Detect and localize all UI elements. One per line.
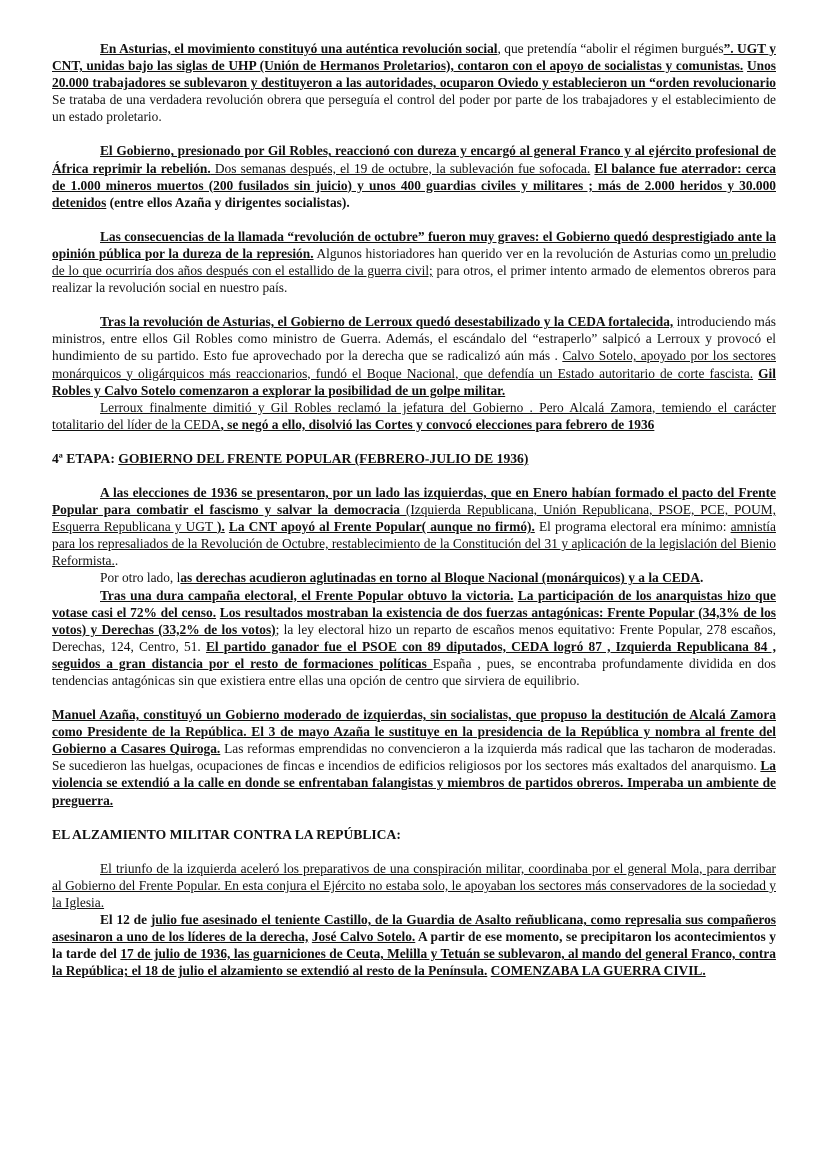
text-run: A las elecciones de 1936 se presentaron, por un lado las izquierdas, que en Enero habían formado el pacto del Frente Popular para combatir el fascismo y salvar la democracia: [52, 484, 776, 518]
text-run: Las consecuencias de la llamada “revolución de octubre” fueron muy graves: el Gobierno quedó desprestigiado ante la opinión pública por la dureza de la represión.: [52, 228, 776, 261]
text-run: Unos 20.000 trabajadores se sublevaron y destituyeron a las autoridades, ocuparon Oviedo y establecieron un “orden revolucionario: [52, 58, 776, 91]
text-run: En Asturias, el movimiento constituyó una auténtica revolución social: [100, 41, 498, 56]
text-run: Dos semanas después, el 19 de octubre, la sublevación fue sofocada.: [210, 160, 591, 176]
text-run: El triunfo de la izquierda aceleró los preparativos de una conspiración militar, coordinaba por el general Mola, para derribar al Gobierno del Frente Popular. En esta conjura el Ejército no estaba solo, le apoyaban los sectores más conservadores de la sociedad y la Iglesia.: [52, 860, 776, 910]
text-run: A partir de ese momento, se precipitaron los acontecimientos y la tarde del: [52, 929, 776, 962]
spacer: [52, 809, 776, 826]
text-run: Algunos historiadores han querido ver en la revolución de Asturias como: [313, 245, 715, 261]
text-run: , se negó a ello, disolvió las Cortes y convocó elecciones para febrero de 1936: [220, 416, 655, 432]
paragraph-repression: [52, 142, 776, 210]
stage-title: GOBIERNO DEL FRENTE POPULAR (FEBRERO-JULIO DE 1936): [118, 450, 529, 466]
text-run: El 12 de: [100, 912, 151, 928]
text-run: Tras la revolución de Asturias, el Gobierno de Lerroux quedó desestabilizado y la CEDA fortalecida,: [100, 314, 674, 330]
paragraph-asturias-revolution: [52, 40, 776, 125]
paragraph-elections-called: [52, 399, 776, 433]
section-heading: EL ALZAMIENTO MILITAR CONTRA LA REPÚBLICA:: [52, 826, 401, 842]
spacer: [52, 689, 776, 706]
text-run: un preludio de lo que ocurriría dos años después con el estallido de la guerra civil;: [52, 245, 776, 279]
spacer: [52, 843, 776, 860]
paragraph-right-wing: [52, 569, 776, 586]
text-run: .: [700, 570, 704, 586]
spacer: [52, 467, 776, 484]
text-run: (Izquierda Republicana, Unión Republicana, PSOE, PCE, POUM, Esquerra Republicana y UGT: [52, 502, 777, 535]
text-run: España , pues, se encontraba profundamente dividida en dos tendencias antagónicas sin que existiera entre ellas una opción de centro que sirviera de equilibrio.: [52, 655, 777, 688]
text-run: , que pretendía “abolir el régimen burgués: [497, 41, 724, 56]
spacer: [52, 433, 776, 450]
document-page: [52, 40, 776, 979]
text-run: El balance fue aterrador: cerca de 1.000 mineros muertos (200 fusilados sin juicio) y unos 400 guardias civiles y militares ; más de 2.000 heridos y 30.000 detenidos: [52, 160, 776, 210]
spacer: [52, 296, 776, 313]
text-run: Lerroux finalmente dimitió y Gil Robles reclamó la jefatura del Gobierno . Pero Alcalá Zamora, temiendo el carácter totalitario del líder de la CEDA: [52, 399, 776, 432]
text-run: Gil Robles y Calvo Sotelo comenzaron a explorar la posibilidad de un golpe militar.: [52, 365, 776, 398]
paragraph-election-results: [52, 587, 776, 690]
stage-number: 4ª ETAPA:: [52, 450, 119, 466]
text-run: COMENZABA LA GUERRA CIVIL.: [490, 963, 706, 979]
text-run: ).: [216, 519, 225, 535]
spacer: [52, 211, 776, 228]
paragraph-conspiracy: [52, 860, 776, 911]
text-run: amnistía para los represaliados de la Revolución de Octubre, restablecimiento de la Constitución del 31 y aplicación de la legislación del Bienio Reformista.: [52, 519, 776, 569]
text-run: introduciendo más ministros, entre ellos Gil Robles como ministro de Guerra. Además, el escándalo del “estraperlo” salpicó a Lerroux y provocó el hundimiento de su partido. Esto fue aprovechado por la derecha que se radicalizó aún más .: [52, 314, 777, 364]
text-run: José Calvo Sotelo.: [311, 929, 416, 945]
text-run: El Gobierno, presionado por Gil Robles, reaccionó con dureza y encargó al general Franco y al ejército profesional de África reprimir la rebelión.: [52, 143, 776, 176]
text-run: El programa electoral era mínimo:: [534, 519, 731, 535]
stage-heading: [52, 450, 776, 467]
text-run: La violencia se extendió a la calle en donde se enfrentaban falangistas y miembros de partidos obreros. Imperaba un ambiente de preguerra.: [52, 758, 776, 808]
paragraph-elections-1936: [52, 484, 776, 569]
text-run: para otros, el primer intento armado de elementos obreros para realizar la revolución social en nuestro país.: [52, 263, 776, 296]
text-run: Los resultados mostraban la existencia de dos fuerzas antagónicas: Frente Popular (34,3% de los votos) y Derechas (33,2% de los votos): [52, 604, 776, 637]
text-run: (entre ellos Azaña y dirigentes socialistas).: [106, 194, 350, 210]
paragraph-consequences: [52, 228, 776, 296]
text-run: Tras una dura campaña electoral, el Frente Popular obtuvo la victoria.: [100, 587, 514, 603]
text-run: El partido ganador fue el PSOE con 89 diputados, CEDA logró 87 , Izquierda Republicana 84 , seguidos a gran distancia por el resto de formaciones políticas: [52, 638, 776, 671]
text-run: Manuel Azaña, constituyó un Gobierno moderado de izquierdas, sin socialistas, que propuso la destitución de Alcalá Zamora como Presidente de la República. El 3 de mayo Azaña le sustituye en la presidencia de la República y nombra al frente del Gobierno a Casares Quiroga.: [52, 707, 776, 757]
text-run: ; la ley electoral hizo un reparto de escaños menos equitativo: Frente Popular, 278 escaños, Derechas, 124, Centro, 51.: [52, 621, 776, 654]
paragraph-azana-government: [52, 706, 776, 809]
text-run: Calvo Sotelo, apoyado por los sectores monárquicos y oligárquicos más reaccionarios, fundó el Boque Nacional, que defendía un Estado autoritario de corte fascista.: [52, 348, 776, 381]
paragraph-lerroux-government: [52, 313, 776, 398]
paragraph-uprising: [52, 911, 776, 979]
text-run: Las reformas emprendidas no convencieron a la izquierda más radical que las tacharon de moderadas. Se sucedieron las huelgas, ocupaciones de fincas e incendios de edificios religiosos por los sectores más exaltados del anarquismo.: [52, 741, 776, 774]
spacer: [52, 125, 776, 142]
text-run: julio fue asesinado el teniente Castillo, de la Guardia de Asalto reñublicana, como represalia sus compañeros asesinaron a uno de los líderes de la derecha,: [52, 912, 776, 945]
text-run: Por otro lado, l: [100, 570, 181, 586]
text-run: La participación de los anarquistas hizo que votase casi el 72% del censo.: [52, 587, 776, 620]
text-run: 17 de julio de 1936, las guarniciones de Ceuta, Melilla y Tetuán se sublevaron, al mando del general Franco, contra la República; el 18 de julio el alzamiento se extendió al resto de la Península.: [52, 946, 777, 979]
text-run: .: [114, 553, 119, 569]
text-run: as derechas acudieron aglutinadas en torno al Bloque Nacional (monárquicos) y a la CEDA: [180, 570, 701, 586]
text-run: ”. UGT y CNT, unidas bajo las siglas de UHP (Unión de Hermanos Proletarios), contaron con el apoyo de socialistas y comunistas.: [52, 41, 776, 74]
text-run: La CNT apoyó al Frente Popular( aunque no firmó).: [228, 519, 535, 535]
text-run: Se trataba de una verdadera revolución obrera que perseguía el control del poder por parte de los trabajadores y el establecimiento de un estado proletario.: [52, 92, 776, 125]
